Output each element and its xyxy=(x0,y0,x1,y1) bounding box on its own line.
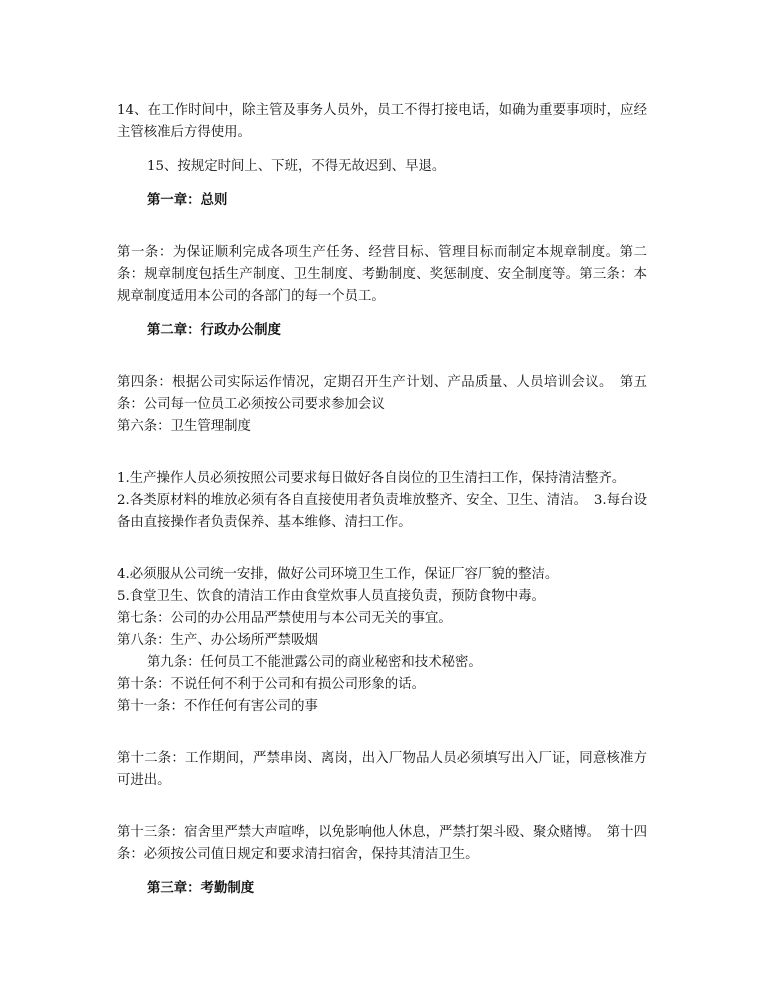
chapter-1-heading: 第一章：总则 xyxy=(147,193,228,208)
paragraph-article-7: 第七条：公司的办公用品严禁使用与本公司无关的事宜。 xyxy=(117,611,452,626)
paragraph-articles-4-5: 第四条：根据公司实际运作情况，定期召开生产计划、产品质量、人员培训会议。 第五条：公司每一位员工必须按公司要求参加会议 xyxy=(117,375,647,412)
paragraph-hygiene-4: 4.必须服从公司统一安排，做好公司环境卫生工作，保证厂容厂貌的整洁。 xyxy=(117,567,559,582)
paragraph-hygiene-1: 1.生产操作人员必须按照公司要求每日做好各自岗位的卫生清扫工作，保持清洁整齐。 xyxy=(117,471,626,486)
paragraph-article-8: 第八条：生产、办公场所严禁吸烟 xyxy=(117,633,318,648)
paragraph-articles-1-3: 第一条：为保证顺利完成各项生产任务、经营目标、管理目标而制定本规章制度。第二条：规章制度包括生产制度、卫生制度、考勤制度、奖惩制度、安全制度等。第三条：本规章制度适用本公司的各部门的每一个员工。 xyxy=(117,245,647,304)
paragraph-rule-15: 15、按规定时间上、下班，不得无故迟到、早退。 xyxy=(147,159,446,174)
paragraph-article-12: 第十二条：工作期间，严禁串岗、离岗，出入厂物品人员必须填写出入厂证，同意核准方可进出。 xyxy=(117,751,647,788)
paragraph-article-11: 第十一条：不作任何有害公司的事 xyxy=(117,699,318,714)
paragraph-article-6: 第六条：卫生管理制度 xyxy=(117,419,251,434)
document-page xyxy=(117,100,647,900)
paragraph-article-9: 第九条：任何员工不能泄露公司的商业秘密和技术秘密。 xyxy=(147,655,482,670)
paragraph-hygiene-2-3: 2.各类原材料的堆放必须有各自直接使用者负责堆放整齐、安全、卫生、清洁。 3.每台设备由直接操作者负责保养、基本维修、清扫工作。 xyxy=(117,493,647,530)
chapter-2-heading: 第二章：行政办公制度 xyxy=(147,323,281,338)
paragraph-articles-13-14: 第十三条：宿舍里严禁大声喧哗，以免影响他人休息，严禁打架斗殴、聚众赌博。 第十四条：必须按公司值日规定和要求清扫宿舍，保持其清洁卫生。 xyxy=(117,825,647,862)
paragraph-hygiene-5: 5.食堂卫生、饮食的清洁工作由食堂炊事人员直接负责，预防食物中毒。 xyxy=(117,589,545,604)
chapter-3-heading: 第三章：考勤制度 xyxy=(147,881,255,896)
paragraph-rule-14: 14、在工作时间中，除主管及事务人员外，员工不得打接电话，如确为重要事项时，应经主管核准后方得使用。 xyxy=(117,103,647,140)
paragraph-article-10: 第十条：不说任何不利于公司和有损公司形象的话。 xyxy=(117,677,425,692)
